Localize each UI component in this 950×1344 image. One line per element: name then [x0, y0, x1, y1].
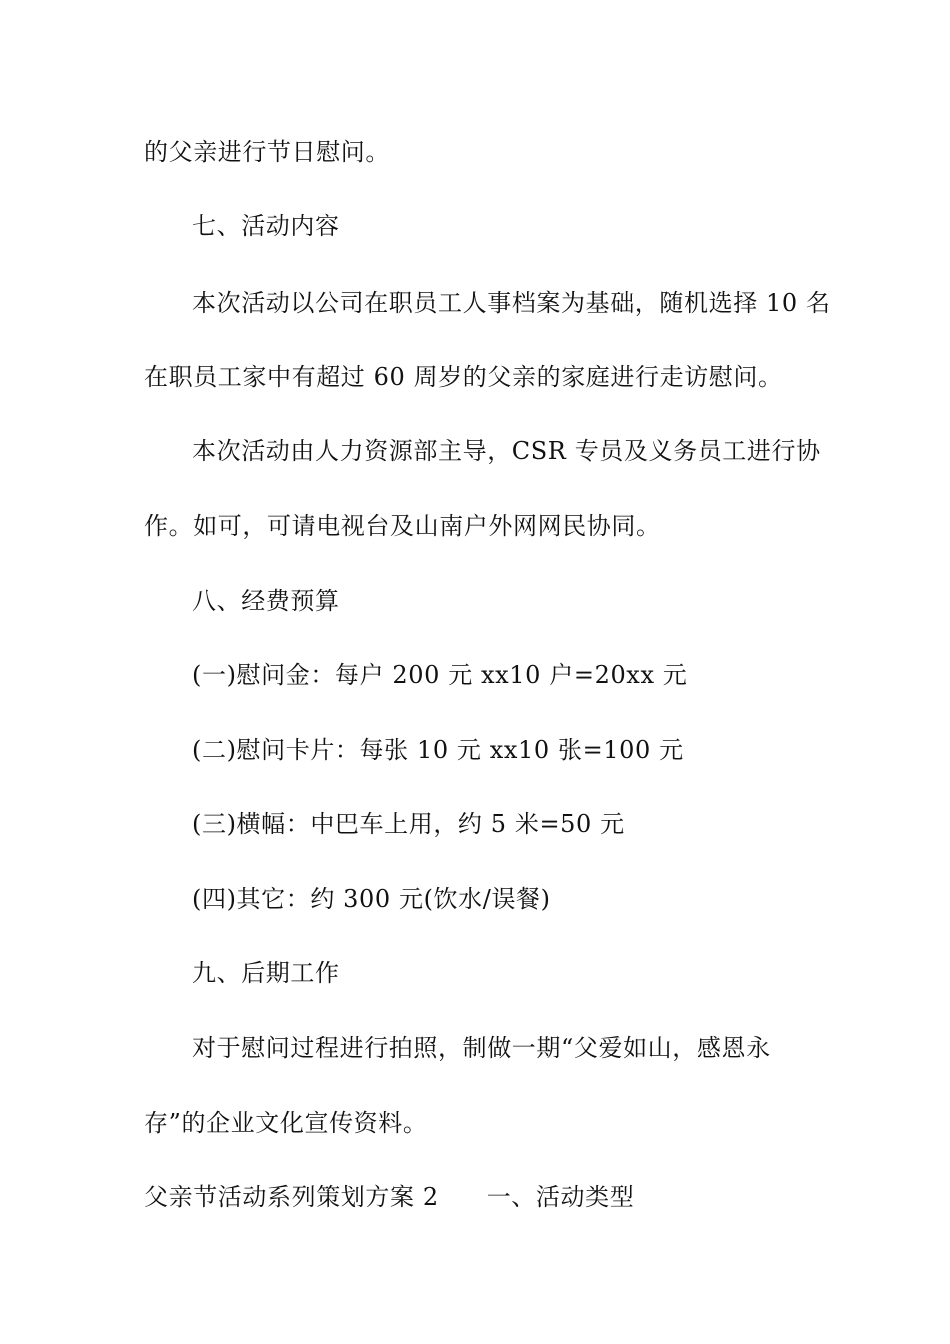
paragraph-line: 存”的企业文化宣传资料。: [144, 1109, 428, 1137]
plan-title-line: [144, 1181, 634, 1213]
paragraph-line: 对于慰问过程进行拍照，制做一期“父爱如山，感恩永: [192, 1034, 771, 1062]
paragraph-line: 的父亲进行节日慰问。: [144, 138, 390, 166]
plan-title: 父亲节活动系列策划方案 2: [144, 1183, 439, 1211]
section-heading-follow-up: 九、后期工作: [192, 959, 340, 987]
budget-item: (三)横幅：中巴车上用，约 5 米=50 元: [192, 810, 625, 838]
paragraph-line: 在职员工家中有超过 60 周岁的父亲的家庭进行走访慰问。: [144, 363, 783, 391]
section-heading-activity-type: 一、活动类型: [486, 1183, 635, 1211]
section-heading-activity-content: 七、活动内容: [192, 212, 340, 240]
section-heading-budget: 八、经费预算: [192, 587, 340, 615]
budget-item: (二)慰问卡片：每张 10 元 xx10 张=100 元: [192, 736, 684, 764]
budget-item: (四)其它：约 300 元(饮水/误餐): [192, 885, 551, 913]
budget-item: (一)慰问金：每户 200 元 xx10 户=20xx 元: [192, 661, 688, 689]
paragraph-line: 本次活动以公司在职员工人事档案为基础，随机选择 10 名: [192, 289, 831, 317]
paragraph-line: 作。如可，可请电视台及山南户外网网民协同。: [144, 512, 661, 540]
paragraph-line: 本次活动由人力资源部主导，CSR 专员及义务员工进行协: [192, 437, 821, 465]
